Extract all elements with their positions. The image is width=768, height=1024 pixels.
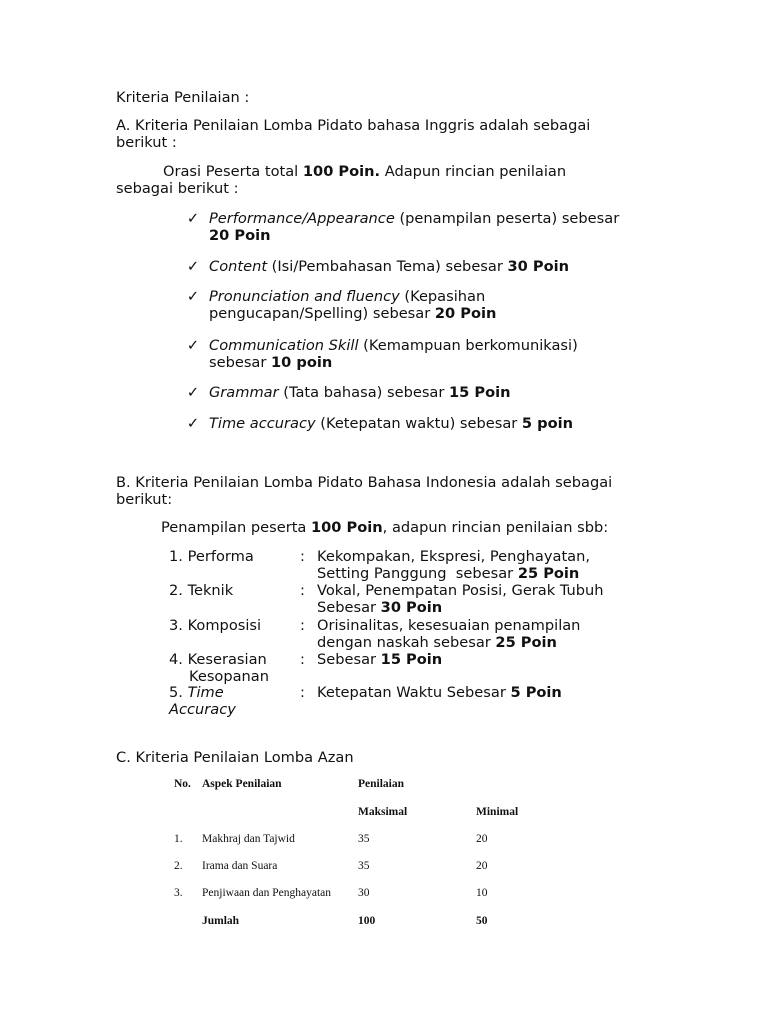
section-a-title: A. Kriteria Penilaian Lomba Pidato bahasa Inggris adalah sebagai — [116, 117, 591, 134]
criteria-text: Time accuracy (Ketepatan waktu) sebesar 5 poin — [209, 415, 574, 432]
item-label: 3. Komposisi — [169, 617, 262, 634]
intro-total: 100 Poin. — [302, 163, 381, 180]
table-total-min: 50 — [476, 915, 488, 927]
criteria-text-cont: pengucapan/Spelling) sebesar 20 Poin — [209, 305, 497, 322]
criteria-text: Communication Skill (Kemampuan berkomunikasi) — [209, 337, 578, 354]
item-colon: : — [300, 651, 305, 668]
intro-text-post: Adapun rincian penilaian — [380, 163, 567, 180]
intro-text: Orasi Peserta total — [163, 163, 303, 180]
section-a-intro-cont: sebagai berikut : — [116, 180, 239, 197]
checkmark-icon: ✓ — [186, 384, 200, 401]
table-header-maksimal: Maksimal — [358, 806, 408, 818]
table-cell-aspek: Irama dan Suara — [202, 860, 278, 872]
table-cell-max: 35 — [358, 860, 370, 872]
table-header-aspek: Aspek Penilaian — [202, 778, 282, 790]
checkmark-icon: ✓ — [186, 288, 200, 305]
checkmark-icon: ✓ — [186, 210, 200, 227]
item-desc: Vokal, Penempatan Posisi, Gerak Tubuh Sebesar 30 Poin — [317, 582, 604, 616]
criteria-text: Pronunciation and fluency (Kepasihan — [209, 288, 486, 305]
item-label: 1. Performa — [169, 548, 254, 565]
checkmark-icon: ✓ — [186, 258, 200, 275]
section-c-title: C. Kriteria Penilaian Lomba Azan — [116, 749, 354, 766]
item-desc: Orisinalitas, kesesuaian penampilan dengan naskah sebesar 25 Poin — [317, 617, 581, 651]
table-cell-no: 3. — [174, 887, 183, 899]
criteria-text-cont: sebesar 10 poin — [209, 354, 333, 371]
table-header-penilaian: Penilaian — [358, 778, 405, 790]
table-cell-aspek: Penjiwaan dan Penghayatan — [202, 887, 332, 899]
table-header-minimal: Minimal — [476, 806, 519, 818]
table-cell-min: 20 — [476, 860, 488, 872]
item-label: 2. Teknik — [169, 582, 234, 599]
item-label: 5. Time Accuracy — [169, 684, 236, 718]
checkmark-icon: ✓ — [186, 337, 200, 354]
table-total-label: Jumlah — [202, 915, 240, 927]
item-desc: Ketepatan Waktu Sebesar 5 Poin — [317, 684, 562, 701]
item-colon: : — [300, 684, 305, 701]
table-total-max: 100 — [358, 915, 376, 927]
section-b-intro: Penampilan peserta 100 Poin, adapun rincian penilaian sbb: — [161, 519, 609, 536]
item-desc: Kekompakan, Ekspresi, Penghayatan, Setting Panggung sebesar 25 Poin — [317, 548, 590, 582]
table-cell-aspek: Makhraj dan Tajwid — [202, 833, 295, 845]
item-colon: : — [300, 548, 305, 565]
table-cell-min: 20 — [476, 833, 488, 845]
table-cell-min: 10 — [476, 887, 488, 899]
item-colon: : — [300, 582, 305, 599]
checkmark-icon: ✓ — [186, 415, 200, 432]
table-cell-max: 30 — [358, 887, 370, 899]
table-header-no: No. — [174, 778, 191, 790]
criteria-score: 20 Poin — [209, 227, 271, 244]
item-desc: Sebesar 15 Poin — [317, 651, 443, 668]
item-label: 4. Keserasian Kesopanan — [169, 651, 270, 685]
section-b-title: B. Kriteria Penilaian Lomba Pidato Bahasa Indonesia adalah sebagai — [116, 474, 613, 491]
criteria-text: Grammar (Tata bahasa) sebesar 15 Poin — [209, 384, 511, 401]
criteria-text: Content (Isi/Pembahasan Tema) sebesar 30 Poin — [209, 258, 569, 275]
criteria-text: Performance/Appearance (penampilan peserta) sebesar — [209, 210, 620, 227]
table-cell-max: 35 — [358, 833, 370, 845]
section-b-title-cont: berikut: — [116, 491, 173, 508]
section-a-title-cont: berikut : — [116, 134, 177, 151]
table-cell-no: 1. — [174, 833, 183, 845]
page-heading: Kriteria Penilaian : — [116, 89, 250, 106]
section-a-intro — [163, 163, 566, 180]
item-colon: : — [300, 617, 305, 634]
table-cell-no: 2. — [174, 860, 183, 872]
